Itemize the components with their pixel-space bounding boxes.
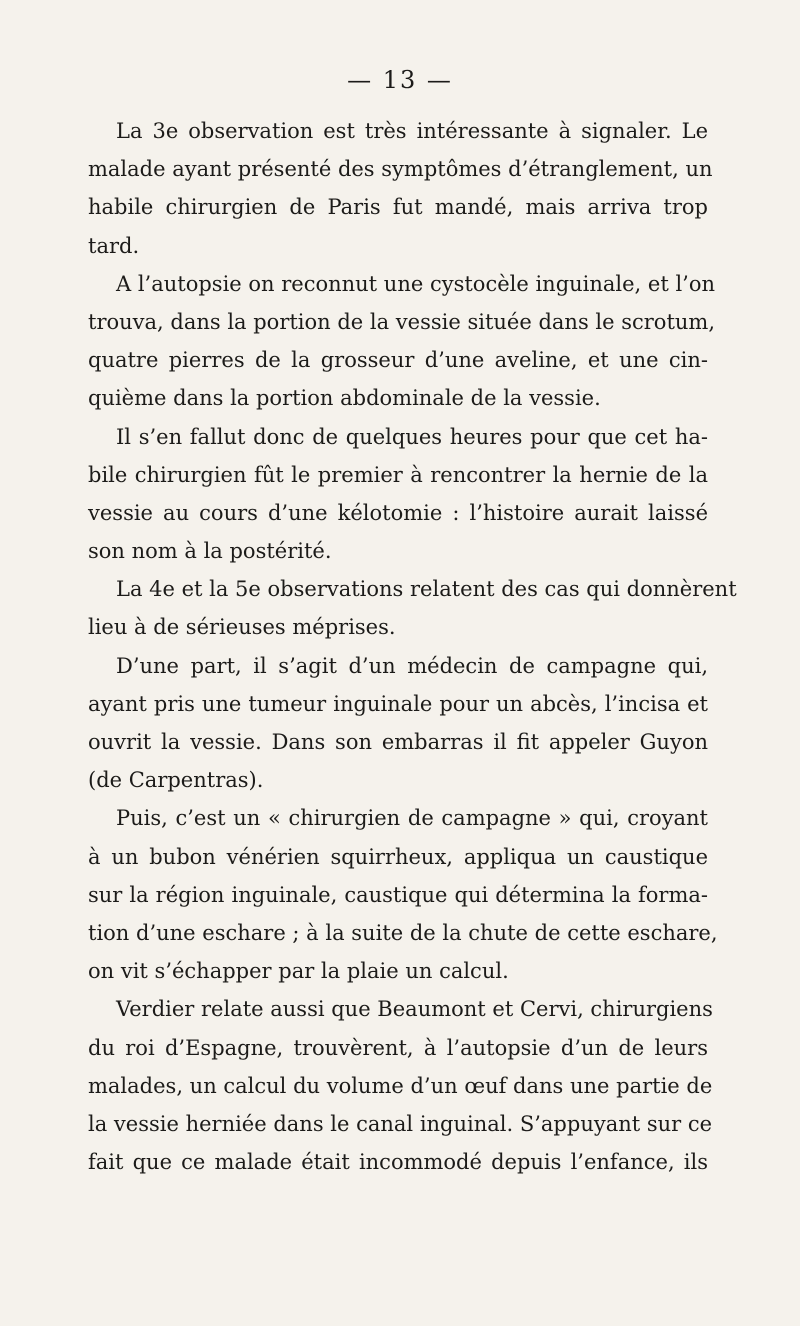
- text-line: tard.: [88, 233, 140, 258]
- text-line: La 4e et la 5e observations relatent des cas qui donnèrent: [116, 577, 737, 602]
- text-line: ayant pris une tumeur inguinale pour un abcès, l’incisa et: [88, 691, 708, 716]
- text-line: malades, un calcul du volume d’un œuf dans une partie de: [88, 1073, 713, 1098]
- text-line: fait que ce malade était incommodé depuis l’enfance, ils: [88, 1150, 708, 1175]
- text-line: Il s’en fallut donc de quelques heures pour que cet ha-: [116, 424, 708, 449]
- text-line: Verdier relate aussi que Beaumont et Cervi, chirurgiens: [116, 997, 713, 1022]
- text-line: on vit s’échapper par la plaie un calcul.: [88, 959, 509, 984]
- text-line: tion d’une eschare ; à la suite de la chute de cette eschare,: [88, 920, 718, 945]
- text-line: du roi d’Espagne, trouvèrent, à l’autopsie d’un de leurs: [88, 1035, 708, 1060]
- text-line: trouva, dans la portion de la vessie située dans le scrotum,: [88, 309, 715, 334]
- body-text: [88, 112, 737, 1181]
- text-line: vessie au cours d’une kélotomie : l’histoire aurait laissé: [88, 500, 708, 525]
- text-line: à un bubon vénérien squirrheux, appliqua un caustique: [88, 844, 708, 869]
- text-line: sur la région inguinale, caustique qui détermina la forma-: [88, 882, 708, 907]
- text-line: La 3e observation est très intéressante à signaler. Le: [116, 119, 708, 143]
- text-line: lieu à de sérieuses méprises.: [88, 615, 396, 640]
- text-line: son nom à la postérité.: [88, 539, 332, 564]
- text-line: la vessie herniée dans le canal inguinal. S’appuyant sur ce: [88, 1111, 713, 1136]
- text-line: Puis, c’est un « chirurgien de campagne » qui, croyant: [116, 806, 708, 831]
- text-line: malade ayant présenté des symptômes d’étranglement, un: [88, 157, 713, 182]
- text-line: (de Carpentras).: [88, 768, 264, 793]
- text-line: D’une part, il s’agit d’un médecin de campagne qui,: [116, 653, 708, 678]
- page-number: — 13 —: [347, 66, 453, 94]
- text-line: habile chirurgien de Paris fut mandé, mais arriva trop: [88, 195, 708, 220]
- text-line: A l’autopsie on reconnut une cystocèle inguinale, et l’on: [116, 271, 716, 296]
- text-line: quième dans la portion abdominale de la vessie.: [88, 386, 601, 411]
- text-line: quatre pierres de la grosseur d’une aveline, et une cin-: [88, 348, 708, 373]
- text-line: ouvrit la vessie. Dans son embarras il fit appeler Guyon: [88, 730, 708, 754]
- text-line: bile chirurgien fût le premier à rencontrer la hernie de la: [88, 462, 708, 487]
